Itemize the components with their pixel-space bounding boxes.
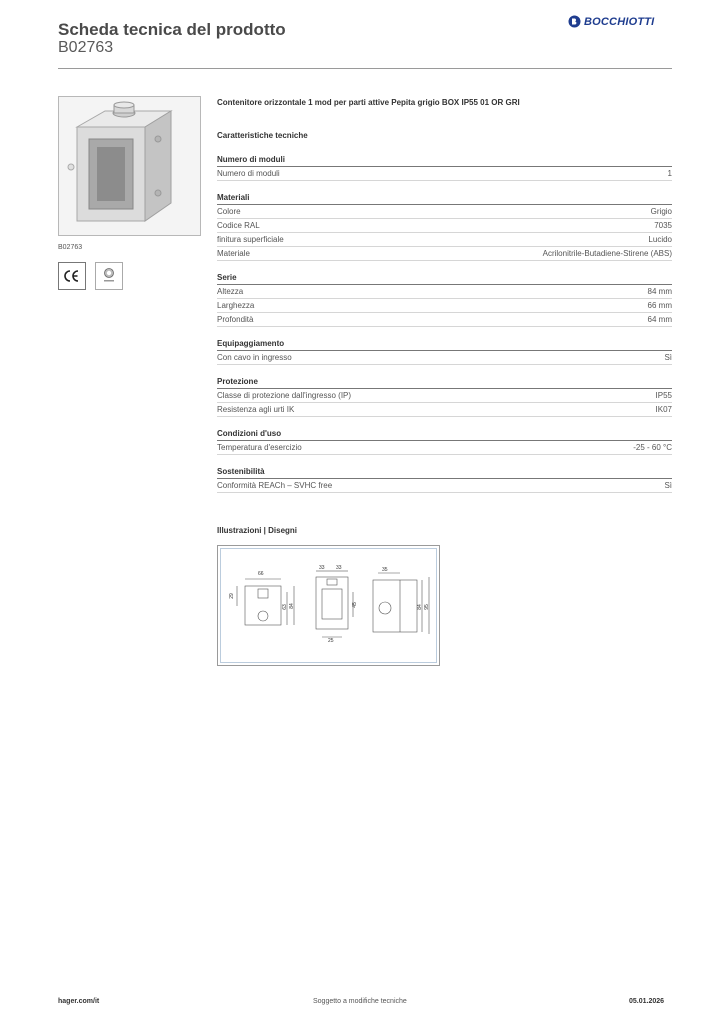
spec-row bbox=[217, 441, 672, 455]
product-code: B02763 bbox=[58, 39, 114, 56]
spec-group bbox=[217, 335, 672, 365]
page-title: Scheda tecnica del prodotto bbox=[58, 20, 286, 39]
dim-side-h1: 84 bbox=[416, 604, 423, 610]
footer-date: 05.01.2026 bbox=[629, 998, 665, 1005]
dim-mid-top-b: 33 bbox=[336, 565, 342, 571]
spec-row bbox=[217, 167, 672, 181]
footer-website: hager.com/it bbox=[58, 998, 100, 1005]
spec-value: Sì bbox=[664, 481, 672, 490]
spec-value: 64 mm bbox=[647, 315, 672, 324]
spec-row bbox=[217, 351, 672, 365]
spec-label: Numero di moduli bbox=[217, 169, 280, 178]
spec-row bbox=[217, 479, 672, 493]
spec-value: Lucido bbox=[648, 235, 672, 244]
spec-label: Classe di protezione dall'ingresso (IP) bbox=[217, 391, 352, 400]
spec-value: 1 bbox=[667, 169, 672, 178]
spec-label: Temperatura d'esercizio bbox=[217, 443, 302, 452]
brand-name: BOCCHIOTTI bbox=[584, 15, 655, 28]
spec-row bbox=[217, 205, 672, 219]
spec-group-title: Protezione bbox=[217, 373, 672, 389]
spec-value: Acrilonitrile-Butadiene-Stirene (ABS) bbox=[542, 249, 672, 258]
spec-value: Sì bbox=[664, 353, 672, 362]
spec-group bbox=[217, 269, 672, 327]
spec-label: Con cavo in ingresso bbox=[217, 353, 292, 362]
spec-label: Altezza bbox=[217, 287, 244, 296]
spec-row bbox=[217, 403, 672, 417]
brand-logo bbox=[568, 15, 654, 28]
spec-table bbox=[217, 151, 672, 501]
spec-group bbox=[217, 151, 672, 181]
spec-group bbox=[217, 373, 672, 417]
spec-group-title: Serie bbox=[217, 269, 672, 285]
spec-group-title: Equipaggiamento bbox=[217, 335, 672, 351]
enclosure-box-photo bbox=[59, 97, 200, 235]
spec-value: 84 mm bbox=[647, 287, 672, 296]
spec-group-title: Sostenibilità bbox=[217, 463, 672, 479]
spec-label: Materiale bbox=[217, 249, 250, 258]
spec-value: 7035 bbox=[654, 221, 672, 230]
dim-side-h2: 95 bbox=[423, 604, 430, 610]
technical-drawing bbox=[217, 545, 440, 666]
spec-row bbox=[217, 285, 672, 299]
spec-label: Profondità bbox=[217, 315, 254, 324]
spec-row bbox=[217, 247, 672, 261]
spec-group-title: Materiali bbox=[217, 189, 672, 205]
dim-front-width: 66 bbox=[258, 571, 264, 577]
spec-group bbox=[217, 189, 672, 261]
spec-value: -25 - 60 °C bbox=[633, 443, 672, 452]
footer-disclaimer: Soggetto a modifiche tecniche bbox=[313, 998, 407, 1005]
spec-row bbox=[217, 219, 672, 233]
spec-group bbox=[217, 425, 672, 455]
spec-group-title: Condizioni d'uso bbox=[217, 425, 672, 441]
spec-value: IP55 bbox=[655, 391, 672, 400]
illustrations-title: Illustrazioni | Disegni bbox=[217, 526, 298, 535]
dim-mid-bottom: 25 bbox=[328, 638, 334, 644]
dim-front-left-height: 29 bbox=[228, 593, 235, 599]
spec-label: Resistenza agli urti IK bbox=[217, 405, 295, 414]
product-description: Contenitore orizzontale 1 mod per parti attive Pepita grigio BOX IP55 01 OR GRI bbox=[217, 98, 520, 107]
spec-row bbox=[217, 313, 672, 327]
spec-row bbox=[217, 299, 672, 313]
bocchiotti-logo-icon bbox=[568, 15, 581, 28]
spec-label: Colore bbox=[217, 207, 241, 216]
spec-label: Codice RAL bbox=[217, 221, 260, 230]
spec-label: Conformità REACh – SVHC free bbox=[217, 481, 333, 490]
spec-row bbox=[217, 389, 672, 403]
spec-group bbox=[217, 463, 672, 493]
header-divider bbox=[58, 68, 672, 69]
dimension-drawing bbox=[218, 546, 439, 665]
spec-label: finitura superficiale bbox=[217, 235, 284, 244]
dim-mid-side: 45 bbox=[351, 602, 358, 608]
ce-mark-icon bbox=[58, 262, 86, 290]
spec-value: IK07 bbox=[655, 405, 672, 414]
spec-row bbox=[217, 233, 672, 247]
spec-section-title: Caratteristiche tecniche bbox=[217, 131, 308, 140]
dim-front-h2: 84 bbox=[288, 603, 295, 609]
spec-value: 66 mm bbox=[647, 301, 672, 310]
dim-side-top: 35 bbox=[382, 567, 388, 573]
spec-group-title: Numero di moduli bbox=[217, 151, 672, 167]
image-caption: B02763 bbox=[58, 244, 83, 251]
dim-mid-top-a: 33 bbox=[319, 565, 325, 571]
spec-label: Larghezza bbox=[217, 301, 255, 310]
product-image bbox=[58, 96, 201, 236]
imq-mark-icon bbox=[95, 262, 123, 290]
spec-value: Grigio bbox=[650, 207, 672, 216]
dim-front-h1: 63 bbox=[281, 604, 288, 610]
